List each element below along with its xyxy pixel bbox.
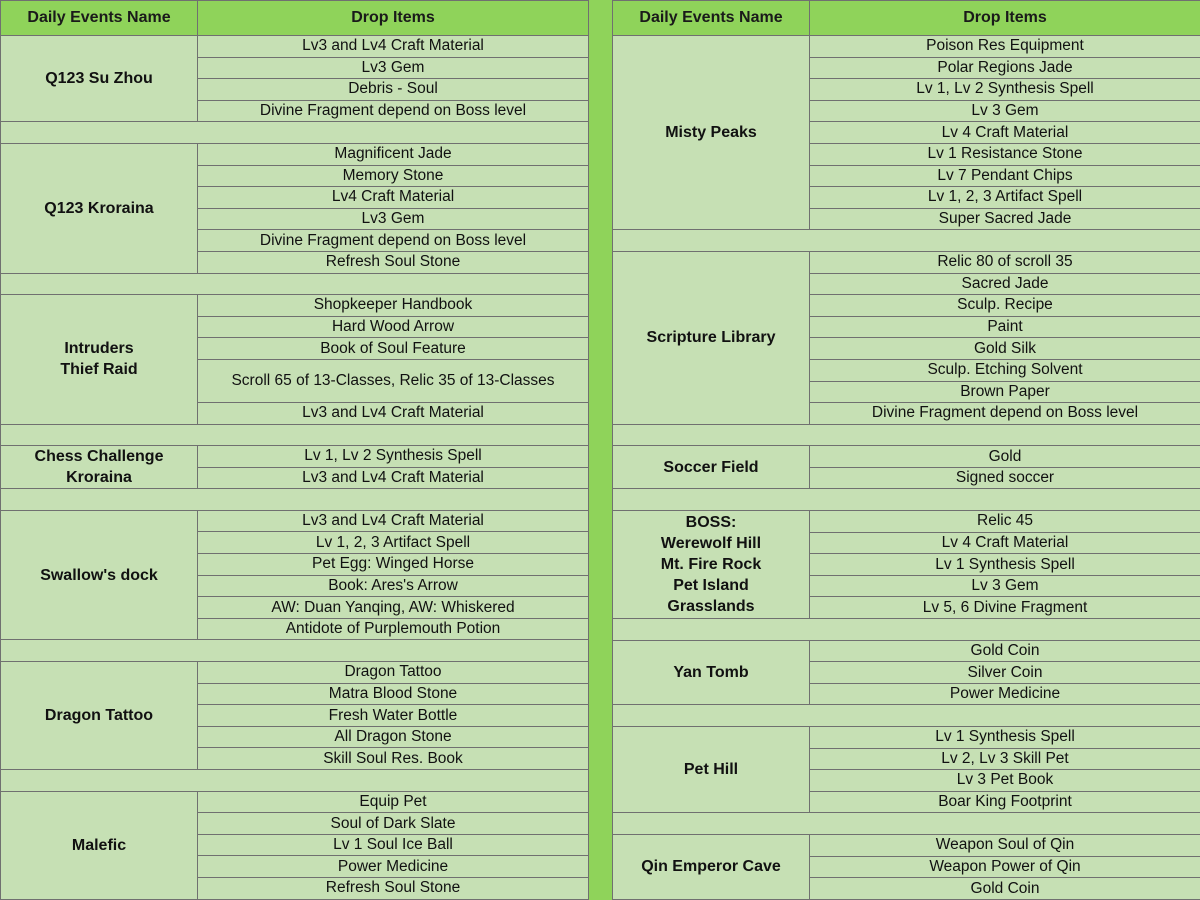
drop-item-cell: Silver Coin [810, 662, 1200, 684]
drop-item-cell: Lv3 and Lv4 Craft Material [198, 467, 589, 489]
spacer-cell [1, 122, 589, 144]
event-name-cell: Dragon Tattoo [1, 662, 198, 770]
event-name-cell: Q123 Kroraina [1, 143, 198, 273]
drop-item-cell: Lv3 and Lv4 Craft Material [198, 402, 589, 424]
drop-item-cell: Lv3 and Lv4 Craft Material [198, 510, 589, 532]
table-row [613, 640, 1200, 662]
drop-item-cell: Lv 1 Resistance Stone [810, 143, 1200, 165]
drop-item-cell: Matra Blood Stone [198, 683, 589, 705]
drop-item-cell: Hard Wood Arrow [198, 316, 589, 338]
drop-item-cell: Weapon Soul of Qin [810, 834, 1200, 856]
right-table-body [613, 36, 1200, 900]
drop-item-cell: Lv 2, Lv 3 Skill Pet [810, 748, 1200, 770]
spacer-row [613, 619, 1200, 641]
drop-item-cell: Lv 1, Lv 2 Synthesis Spell [198, 446, 589, 468]
table-row [1, 510, 589, 532]
drop-item-cell: Lv3 Gem [198, 57, 589, 79]
spacer-row [1, 424, 589, 446]
left-table-body [1, 36, 589, 900]
drop-item-cell: Soul of Dark Slate [198, 813, 589, 835]
event-name-cell: Malefic [1, 791, 198, 899]
event-name-cell: Qin Emperor Cave [613, 834, 810, 899]
drop-item-cell: Poison Res Equipment [810, 36, 1200, 58]
spacer-row [613, 813, 1200, 835]
drop-item-cell: Lv 1, 2, 3 Artifact Spell [810, 187, 1200, 209]
drop-item-cell: Pet Egg: Winged Horse [198, 554, 589, 576]
drop-item-cell: Super Sacred Jade [810, 208, 1200, 230]
event-name-cell: Q123 Su Zhou [1, 36, 198, 122]
event-name-header: Daily Events Name [613, 1, 810, 36]
event-name-cell: Chess Challenge Kroraina [1, 446, 198, 489]
event-name-cell: Intruders Thief Raid [1, 295, 198, 424]
drop-item-cell: Polar Regions Jade [810, 57, 1200, 79]
table-row [1, 295, 589, 317]
spacer-cell [613, 489, 1200, 511]
event-name-cell: Yan Tomb [613, 640, 810, 705]
left-events-table [0, 0, 589, 900]
drop-item-cell: AW: Duan Yanqing, AW: Whiskered [198, 597, 589, 619]
drop-item-cell: Divine Fragment depend on Boss level [198, 230, 589, 252]
drop-item-cell: Magnificent Jade [198, 143, 589, 165]
table-row [1, 791, 589, 813]
table-row [1, 662, 589, 684]
table-row [613, 834, 1200, 856]
spacer-cell [613, 619, 1200, 641]
drop-item-cell: Skill Soul Res. Book [198, 748, 589, 770]
drop-item-cell: Lv4 Craft Material [198, 187, 589, 209]
spacer-cell [1, 640, 589, 662]
spacer-cell [613, 705, 1200, 727]
drop-item-cell: Lv 5, 6 Divine Fragment [810, 597, 1200, 619]
event-name-header: Daily Events Name [1, 1, 198, 36]
drop-item-cell: Lv3 and Lv4 Craft Material [198, 36, 589, 58]
spacer-row [1, 489, 589, 511]
spacer-cell [613, 230, 1200, 252]
drop-item-cell: Gold Coin [810, 878, 1200, 900]
drop-item-cell: Equip Pet [198, 791, 589, 813]
drop-item-cell: Boar King Footprint [810, 791, 1200, 813]
spacer-row [1, 122, 589, 144]
table-row [613, 251, 1200, 273]
drop-item-cell: Gold Coin [810, 640, 1200, 662]
drop-item-cell: Memory Stone [198, 165, 589, 187]
drop-item-cell: Weapon Power of Qin [810, 856, 1200, 878]
drop-item-cell: Lv 1 Soul Ice Ball [198, 834, 589, 856]
drop-item-cell: Refresh Soul Stone [198, 877, 589, 899]
spacer-cell [1, 489, 589, 511]
drop-item-cell: Paint [810, 316, 1200, 338]
drop-item-cell: Power Medicine [198, 856, 589, 878]
drop-item-cell: Lv 3 Gem [810, 100, 1200, 122]
drop-item-cell: Relic 45 [810, 511, 1200, 533]
event-name-cell: Pet Hill [613, 727, 810, 813]
drop-item-cell: Lv 1 Synthesis Spell [810, 554, 1200, 576]
table-row [1, 143, 589, 165]
drop-item-cell: Sculp. Recipe [810, 295, 1200, 317]
table-row [613, 511, 1200, 533]
spacer-cell [1, 424, 589, 446]
drop-item-cell: Signed soccer [810, 467, 1200, 489]
spacer-row [1, 770, 589, 792]
table-row [613, 36, 1200, 58]
spacer-row [613, 424, 1200, 446]
spacer-row [613, 489, 1200, 511]
event-name-cell: Misty Peaks [613, 36, 810, 230]
drop-item-cell: Scroll 65 of 13-Classes, Relic 35 of 13-Classes [198, 359, 589, 402]
event-name-cell: BOSS: Werewolf Hill Mt. Fire Rock Pet Island Grasslands [613, 511, 810, 619]
drop-item-cell: Lv 1, Lv 2 Synthesis Spell [810, 79, 1200, 101]
table-row [1, 446, 589, 468]
drop-items-header: Drop Items [810, 1, 1200, 36]
spacer-row [1, 640, 589, 662]
drop-item-cell: All Dragon Stone [198, 726, 589, 748]
table-row [613, 727, 1200, 749]
drop-item-cell: Antidote of Purplemouth Potion [198, 618, 589, 640]
drop-item-cell: Book of Soul Feature [198, 338, 589, 360]
drop-item-cell: Lv3 Gem [198, 208, 589, 230]
drop-item-cell: Gold [810, 446, 1200, 468]
spacer-row [1, 273, 589, 295]
drop-item-cell: Divine Fragment depend on Boss level [810, 403, 1200, 425]
event-name-cell: Swallow's dock [1, 510, 198, 640]
spacer-cell [1, 770, 589, 792]
drop-item-cell: Relic 80 of scroll 35 [810, 251, 1200, 273]
event-name-cell: Scripture Library [613, 251, 810, 424]
drop-item-cell: Dragon Tattoo [198, 662, 589, 684]
drop-item-cell: Shopkeeper Handbook [198, 295, 589, 317]
drop-item-cell: Gold Silk [810, 338, 1200, 360]
drop-item-cell: Power Medicine [810, 683, 1200, 705]
drop-item-cell: Sacred Jade [810, 273, 1200, 295]
drop-item-cell: Lv 1, 2, 3 Artifact Spell [198, 532, 589, 554]
drop-item-cell: Sculp. Etching Solvent [810, 359, 1200, 381]
drop-item-cell: Lv 3 Gem [810, 575, 1200, 597]
drop-item-cell: Book: Ares's Arrow [198, 575, 589, 597]
spacer-cell [613, 813, 1200, 835]
event-name-cell: Soccer Field [613, 446, 810, 489]
drop-items-header: Drop Items [198, 1, 589, 36]
drop-item-cell: Refresh Soul Stone [198, 251, 589, 273]
drop-item-cell: Lv 4 Craft Material [810, 122, 1200, 144]
drop-item-cell: Debris - Soul [198, 79, 589, 101]
table-row [1, 36, 589, 58]
right-events-table [612, 0, 1200, 900]
drop-item-cell: Lv 1 Synthesis Spell [810, 727, 1200, 749]
spacer-row [613, 705, 1200, 727]
drop-item-cell: Divine Fragment depend on Boss level [198, 100, 589, 122]
drop-item-cell: Lv 3 Pet Book [810, 770, 1200, 792]
drop-item-cell: Lv 4 Craft Material [810, 532, 1200, 554]
spacer-cell [613, 424, 1200, 446]
spacer-cell [1, 273, 589, 295]
spacer-row [613, 230, 1200, 252]
drop-item-cell: Fresh Water Bottle [198, 705, 589, 727]
drop-item-cell: Brown Paper [810, 381, 1200, 403]
drop-item-cell: Lv 7 Pendant Chips [810, 165, 1200, 187]
table-row [613, 446, 1200, 468]
